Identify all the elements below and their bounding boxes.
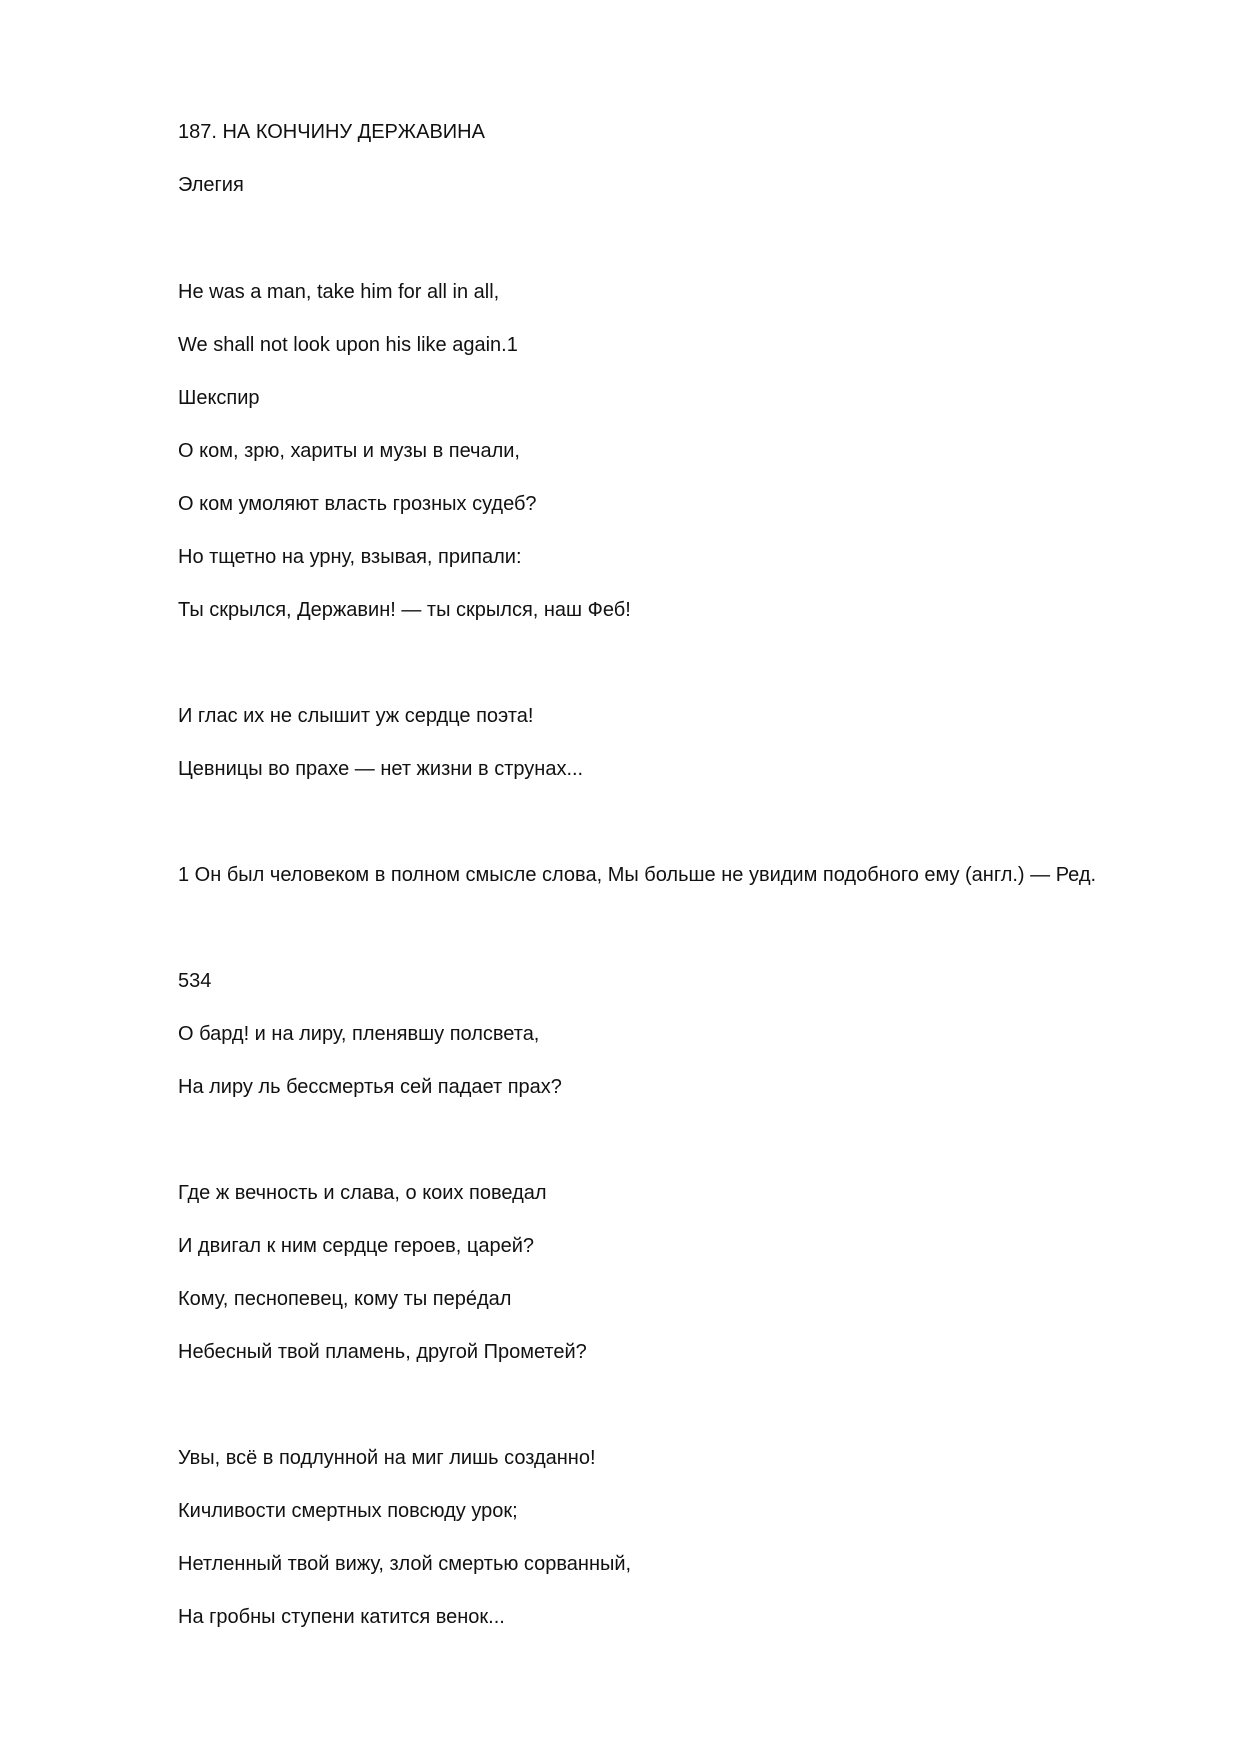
poem-subtitle: Элегия — [178, 174, 244, 196]
stanza2-line-3: О бард! и на лиру, пленявшу полсвета, — [178, 1023, 540, 1045]
epigraph-author: Шекспир — [178, 387, 260, 409]
page-number: 534 — [178, 970, 212, 992]
stanza3-line-2: И двигал к ним сердце героев, царей? — [178, 1235, 535, 1257]
stanza4-line-4: На гробны ступени катится венок... — [178, 1606, 505, 1628]
footnote: 1 Он был человеком в полном смысле слова, Мы больше не увидим подобного ему (англ.) — Ред. — [178, 864, 1097, 886]
poem-title: 187. НА КОНЧИНУ ДЕРЖАВИНА — [178, 121, 485, 143]
stanza1-line-3: Но тщетно на урну, взывая, припали: — [178, 546, 522, 568]
stanza1-line-4: Ты скрылся, Державин! — ты скрылся, наш Феб! — [178, 599, 631, 621]
stanza4-line-2: Кичливости смертных повсюду урок; — [178, 1500, 518, 1522]
stanza3-line-1: Где ж вечность и слава, о коих поведал — [178, 1182, 547, 1204]
stanza1-line-1: О ком, зрю, хариты и музы в печали, — [178, 440, 520, 462]
epigraph-line-1: He was a man, take him for all in all, — [178, 281, 500, 303]
stanza4-line-3: Нетленный твой вижу, злой смертью сорванный, — [178, 1553, 632, 1575]
stanza2-line-2: Цевницы во прахе — нет жизни в струнах... — [178, 758, 584, 780]
stanza3-line-4: Небесный твой пламень, другой Прометей? — [178, 1341, 587, 1363]
epigraph-line-2: We shall not look upon his like again.1 — [178, 334, 518, 356]
stanza2-line-4: На лиру ль бессмертья сей падает прах? — [178, 1076, 562, 1098]
stanza4-line-1: Увы, всё в подлунной на миг лишь созданно! — [178, 1447, 596, 1469]
stanza1-line-2: О ком умоляют власть грозных судеб? — [178, 493, 537, 515]
stanza3-line-3: Кому, песнопевец, кому ты пере́дал — [178, 1288, 512, 1310]
stanza2-line-1: И глас их не слышит уж сердце поэта! — [178, 705, 534, 727]
